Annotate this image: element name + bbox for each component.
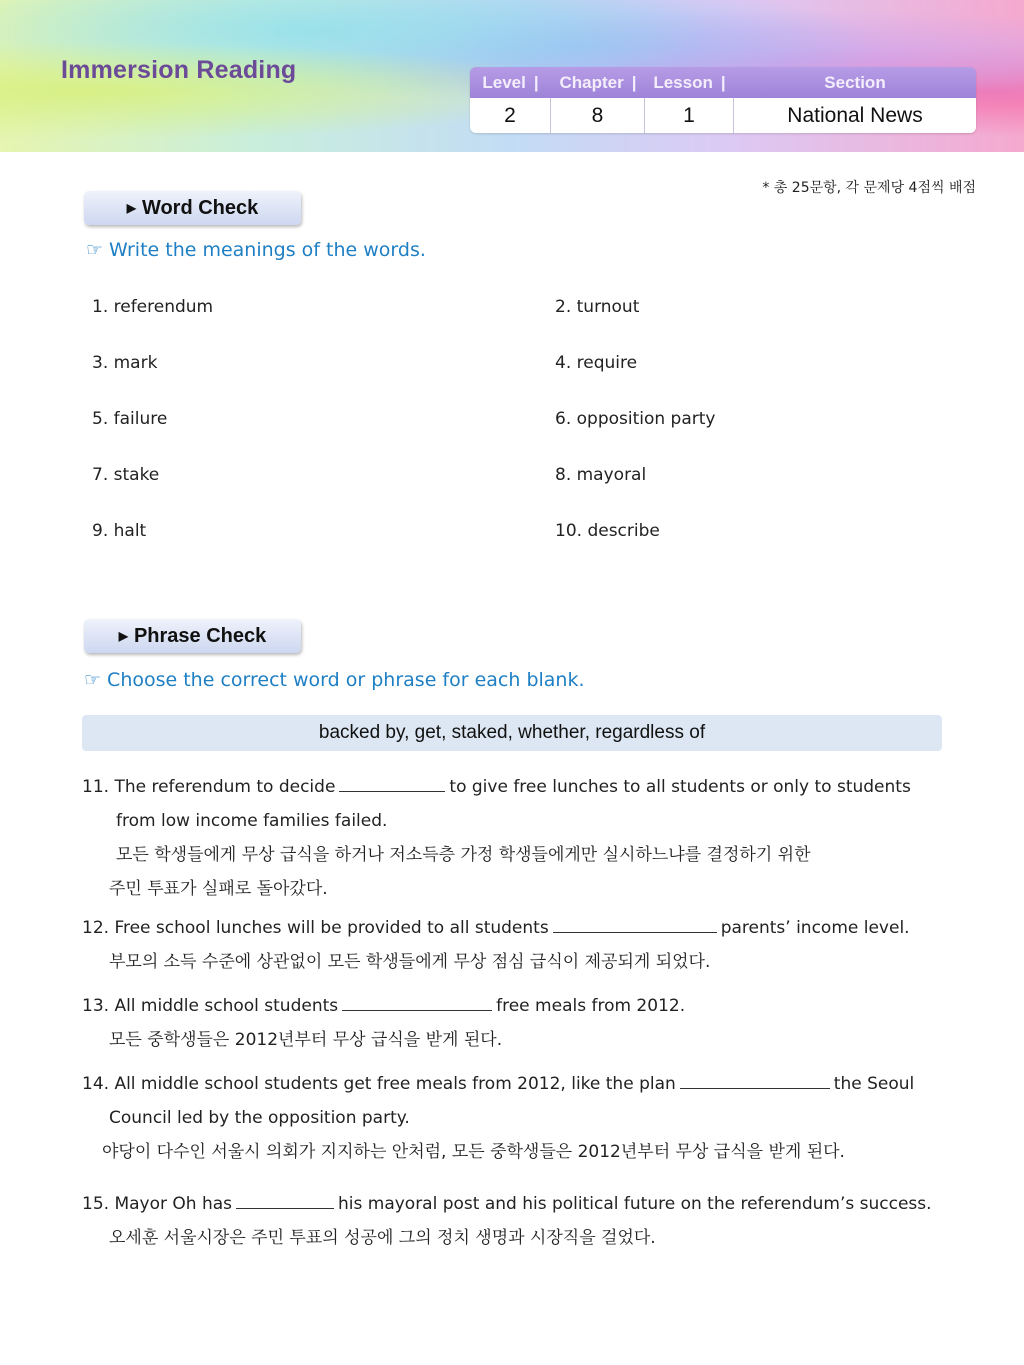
lesson-info-table xyxy=(470,67,976,133)
word-bank: backed by, get, staked, whether, regardless of xyxy=(82,715,942,751)
answer-blank[interactable] xyxy=(236,1191,334,1209)
answer-blank[interactable] xyxy=(553,915,717,933)
word-item: 6. opposition party xyxy=(555,409,716,429)
question-15: 15. Mayor Oh has his mayoral post and his political future on the referendum’s success. 오세훈 서울시장은 주민 투표의 성공에 그의 정치 생명과 시장직을 걸었다. xyxy=(82,1187,962,1255)
section-header: Section xyxy=(824,72,886,92)
lesson-value: 1 xyxy=(645,98,734,133)
lesson-header: Lesson | xyxy=(653,72,726,92)
pointing-hand-icon: ☞ xyxy=(84,669,102,691)
lesson-info-value-row xyxy=(470,98,976,133)
lesson-info-header-row xyxy=(470,67,976,98)
pointing-hand-icon: ☞ xyxy=(86,239,104,261)
chapter-header: Chapter | xyxy=(559,72,637,92)
word-item: 10. describe xyxy=(555,521,660,541)
phrase-check-heading: ▶ Phrase Check xyxy=(84,619,301,653)
word-check-heading: ▶ Word Check xyxy=(84,191,301,225)
header-banner xyxy=(0,0,1024,152)
word-item: 7. stake xyxy=(92,465,160,485)
word-check-instruction: ☞ Write the meanings of the words. xyxy=(86,239,426,261)
scoring-note: * 총 25문항, 각 문제당 4점씩 배점 xyxy=(762,180,976,196)
answer-blank[interactable] xyxy=(339,774,445,792)
triangle-right-icon: ▶ xyxy=(126,201,136,215)
question-14: 14. All middle school students get free meals from 2012, like the plan the Seoul Council led by the opposition party. 야당이 다수인 서울시 의회가 지지하는 안처럼, 모든 중학생들은 2012년부터 무상 급식을 받게 된다. xyxy=(82,1067,962,1169)
triangle-right-icon: ▶ xyxy=(118,629,128,643)
word-item: 4. require xyxy=(555,353,638,373)
answer-blank[interactable] xyxy=(342,993,492,1011)
app-title: Immersion Reading xyxy=(61,56,297,84)
answer-blank[interactable] xyxy=(680,1071,830,1089)
chapter-value: 8 xyxy=(551,98,645,133)
word-item: 1. referendum xyxy=(92,297,214,317)
word-item: 5. failure xyxy=(92,409,168,429)
question-13: 13. All middle school students free meals from 2012. 모든 중학생들은 2012년부터 무상 급식을 받게 된다. xyxy=(82,989,962,1057)
section-value: National News xyxy=(787,103,923,127)
word-item: 2. turnout xyxy=(555,297,640,317)
word-item: 3. mark xyxy=(92,353,158,373)
phrase-check-instruction: ☞ Choose the correct word or phrase for each blank. xyxy=(84,669,585,691)
word-item: 9. halt xyxy=(92,521,147,541)
word-item: 8. mayoral xyxy=(555,465,647,485)
level-header: Level | xyxy=(482,72,539,92)
question-12: 12. Free school lunches will be provided to all students parents’ income level. 부모의 소득 수준에 상관없이 모든 학생들에게 무상 점심 급식이 제공되게 되었다. xyxy=(82,911,962,979)
question-11: 11. The referendum to decide to give free lunches to all students or only to students from low income families failed. 모든 학생들에게 무상 급식을 하거나 저소득층 가정 학생들에게만 실시하느냐를 결정하기 위한 주민 투표가 실패로 돌아갔다. xyxy=(82,770,962,906)
level-value: 2 xyxy=(470,98,551,133)
